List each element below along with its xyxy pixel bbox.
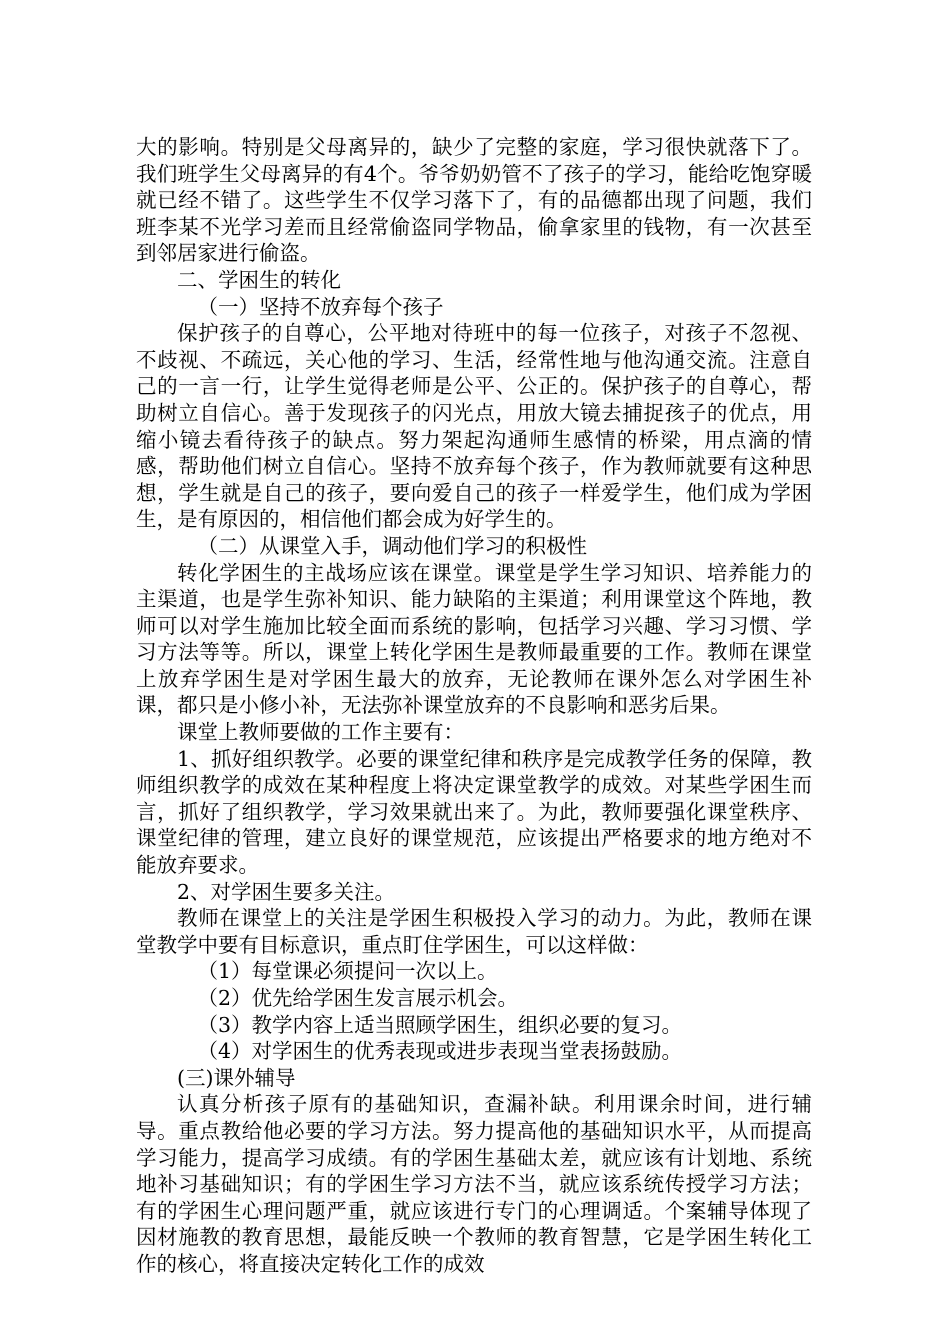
paragraph-organize-teaching: 1、抓好组织教学。必要的课堂纪律和秩序是完成教学任务的保障，教师组织教学的成效在某种程度上将决定课堂教学的成效。对某些学困生而言，抓好了组织教学，学习效果就出来了。为此，教师要强化课堂秩序、课堂纪律的管理，建立良好的课堂规范，应该提出严格要求的地方绝对不能放弃要求。 [136,746,812,878]
subsection-heading-1: （一）坚持不放弃每个孩子 [197,294,444,319]
subsection-heading-2: （二）从课堂入手，调动他们学习的积极性 [197,533,587,558]
paragraph-attention: 教师在课堂上的关注是学困生积极投入学习的动力。为此，教师在课堂教学中要有目标意识，重点盯住学困生，可以这样做： [136,906,812,957]
intro-paragraph: 大的影响。特别是父母离异的，缺少了完整的家庭，学习很快就落下了。我们班学生父母离异的有4个。爷爷奶奶管不了孩子的学习，能给吃饱穿暖就已经不错了。这些学生不仅学习落下了，有的品德都出现了问题，我们班李某不光学习差而且经常偷盗同学物品，偷拿家里的钱物，有一次甚至到邻居家进行偷盗。 [136,135,812,266]
subsection-heading-3: (三)课外辅导 [177,1065,296,1090]
document-page [136,134,812,1278]
section-heading-2: 二、学困生的转化 [177,267,341,292]
paragraph-attention-title: 2、对学困生要多关注。 [177,879,396,904]
paragraph-tutoring: 认真分析孩子原有的基础知识，查漏补缺。利用课余时间，进行辅导。重点教给他必要的学习方法。努力提高他的基础知识水平，从而提高学习能力，提高学习成绩。有的学困生基础太差，就应该有计划地、系统地补习基础知识；有的学困生学习方法不当，就应该系统传授学习方法；有的学困生心理问题严重，就应该进行专门的心理调适。个案辅导体现了因材施教的教育思想，最能反映一个教师的教育智慧，它是学困生转化工作的核心，将直接决定转化工作的成效 [136,1092,812,1276]
paragraph-respect: 保护孩子的自尊心，公平地对待班中的每一位孩子，对孩子不忽视、不歧视、不疏远，关心他的学习、生活，经常性地与他沟通交流。注意自己的一言一行，让学生觉得老师是公平、公正的。保护孩子的自尊心，帮助树立自信心。善于发现孩子的闪光点，用放大镜去捕捉孩子的优点，用缩小镜去看待孩子的缺点。努力架起沟通师生感情的桥梁，用点滴的情感，帮助他们树立自信心。坚持不放弃每个孩子，作为教师就要有这种思想，学生就是自己的孩子，要向爱自己的孩子一样爱学生，他们成为学困生，是有原因的，相信他们都会成为好学生的。 [136,321,812,532]
list-item: （2）优先给学困生发言展示机会。 [197,986,519,1010]
list-item: （1）每堂课必须提问一次以上。 [197,959,498,984]
paragraph-classroom: 转化学困生的主战场应该在课堂。课堂是学生学习知识、培养能力的主渠道，也是学生弥补知识、能力缺陷的主渠道；利用课堂这个阵地，教师可以对学生施加比较全面而系统的影响，包括学习兴趣、学习习惯、学习方法等等。所以，课堂上转化学困生是教师最重要的工作。教师在课堂上放弃学困生是对学困生最大的放弃，无论教师在课外怎么对学困生补课，都只是小修小补，无法弥补课堂放弃的不良影响和恶劣后果。 [136,560,812,718]
paragraph-main-work: 课堂上教师要做的工作主要有： [177,720,464,745]
list-item: （3）教学内容上适当照顾学困生，组织必要的复习。 [197,1012,683,1037]
list-item: （4）对学困生的优秀表现或进步表现当堂表扬鼓励。 [197,1039,683,1064]
